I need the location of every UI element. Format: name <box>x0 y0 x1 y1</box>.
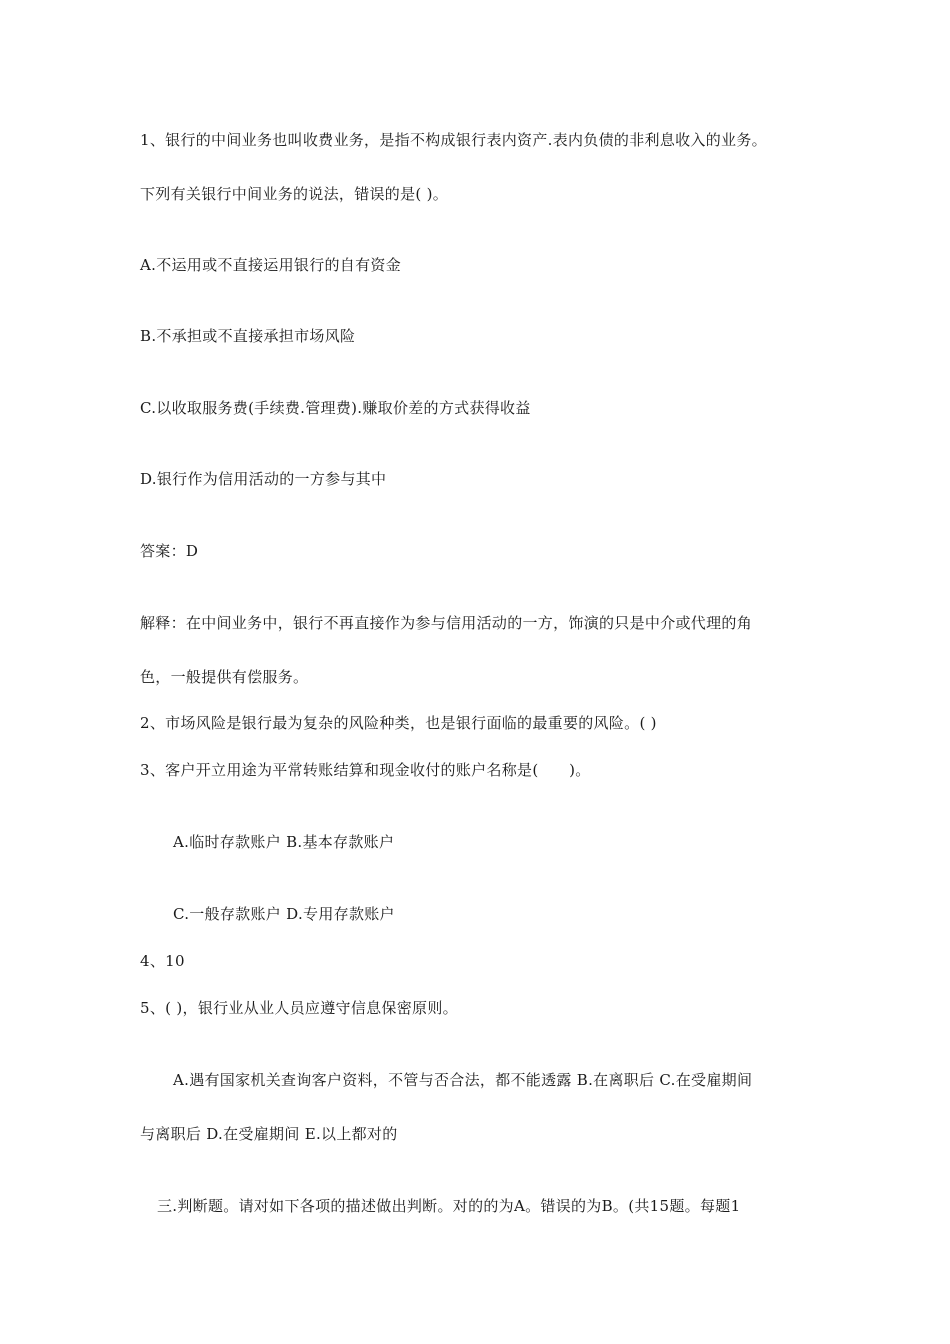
q3-options-ab: A.临时存款账户 B.基本存款账户 <box>173 833 395 851</box>
q3-stem: 3、客户开立用途为平常转账结算和现金收付的账户名称是( )。 <box>140 761 591 779</box>
q1-stem-line1: 1、银行的中间业务也叫收费业务，是指不构成银行表内资产.表内负债的非利息收入的业务。 <box>140 131 767 149</box>
q2-stem: 2、市场风险是银行最为复杂的风险种类，也是银行面临的最重要的风险。( ) <box>140 714 657 732</box>
q5-stem: 5、( )，银行业从业人员应遵守信息保密原则。 <box>140 999 458 1017</box>
q5-options-line1: A.遇有国家机关查询客户资料，不管与否合法，都不能透露 B.在离职后 C.在受雇期间 <box>173 1071 753 1089</box>
section3-heading: 三.判断题。请对如下各项的描述做出判断。对的的为A。错误的为B。(共15题。每题1 <box>157 1197 741 1215</box>
q1-answer: 答案：D <box>140 542 199 560</box>
q1-option-b: B.不承担或不直接承担市场风险 <box>140 327 356 345</box>
q5-options-line2: 与离职后 D.在受雇期间 E.以上都对的 <box>140 1125 398 1143</box>
q1-option-d: D.银行作为信用活动的一方参与其中 <box>140 470 387 488</box>
q3-options-cd: C.一般存款账户 D.专用存款账户 <box>173 905 395 923</box>
q1-explanation-line2: 色，一般提供有偿服务。 <box>140 668 309 686</box>
q1-stem-line2: 下列有关银行中间业务的说法，错误的是( )。 <box>140 185 449 203</box>
q1-explanation-line1: 解释：在中间业务中，银行不再直接作为参与信用活动的一方，饰演的只是中介或代理的角 <box>140 614 753 632</box>
q1-option-c: C.以收取服务费(手续费.管理费).赚取价差的方式获得收益 <box>140 399 531 417</box>
q4-stem: 4、10 <box>140 952 185 970</box>
q1-option-a: A.不运用或不直接运用银行的自有资金 <box>140 256 402 274</box>
